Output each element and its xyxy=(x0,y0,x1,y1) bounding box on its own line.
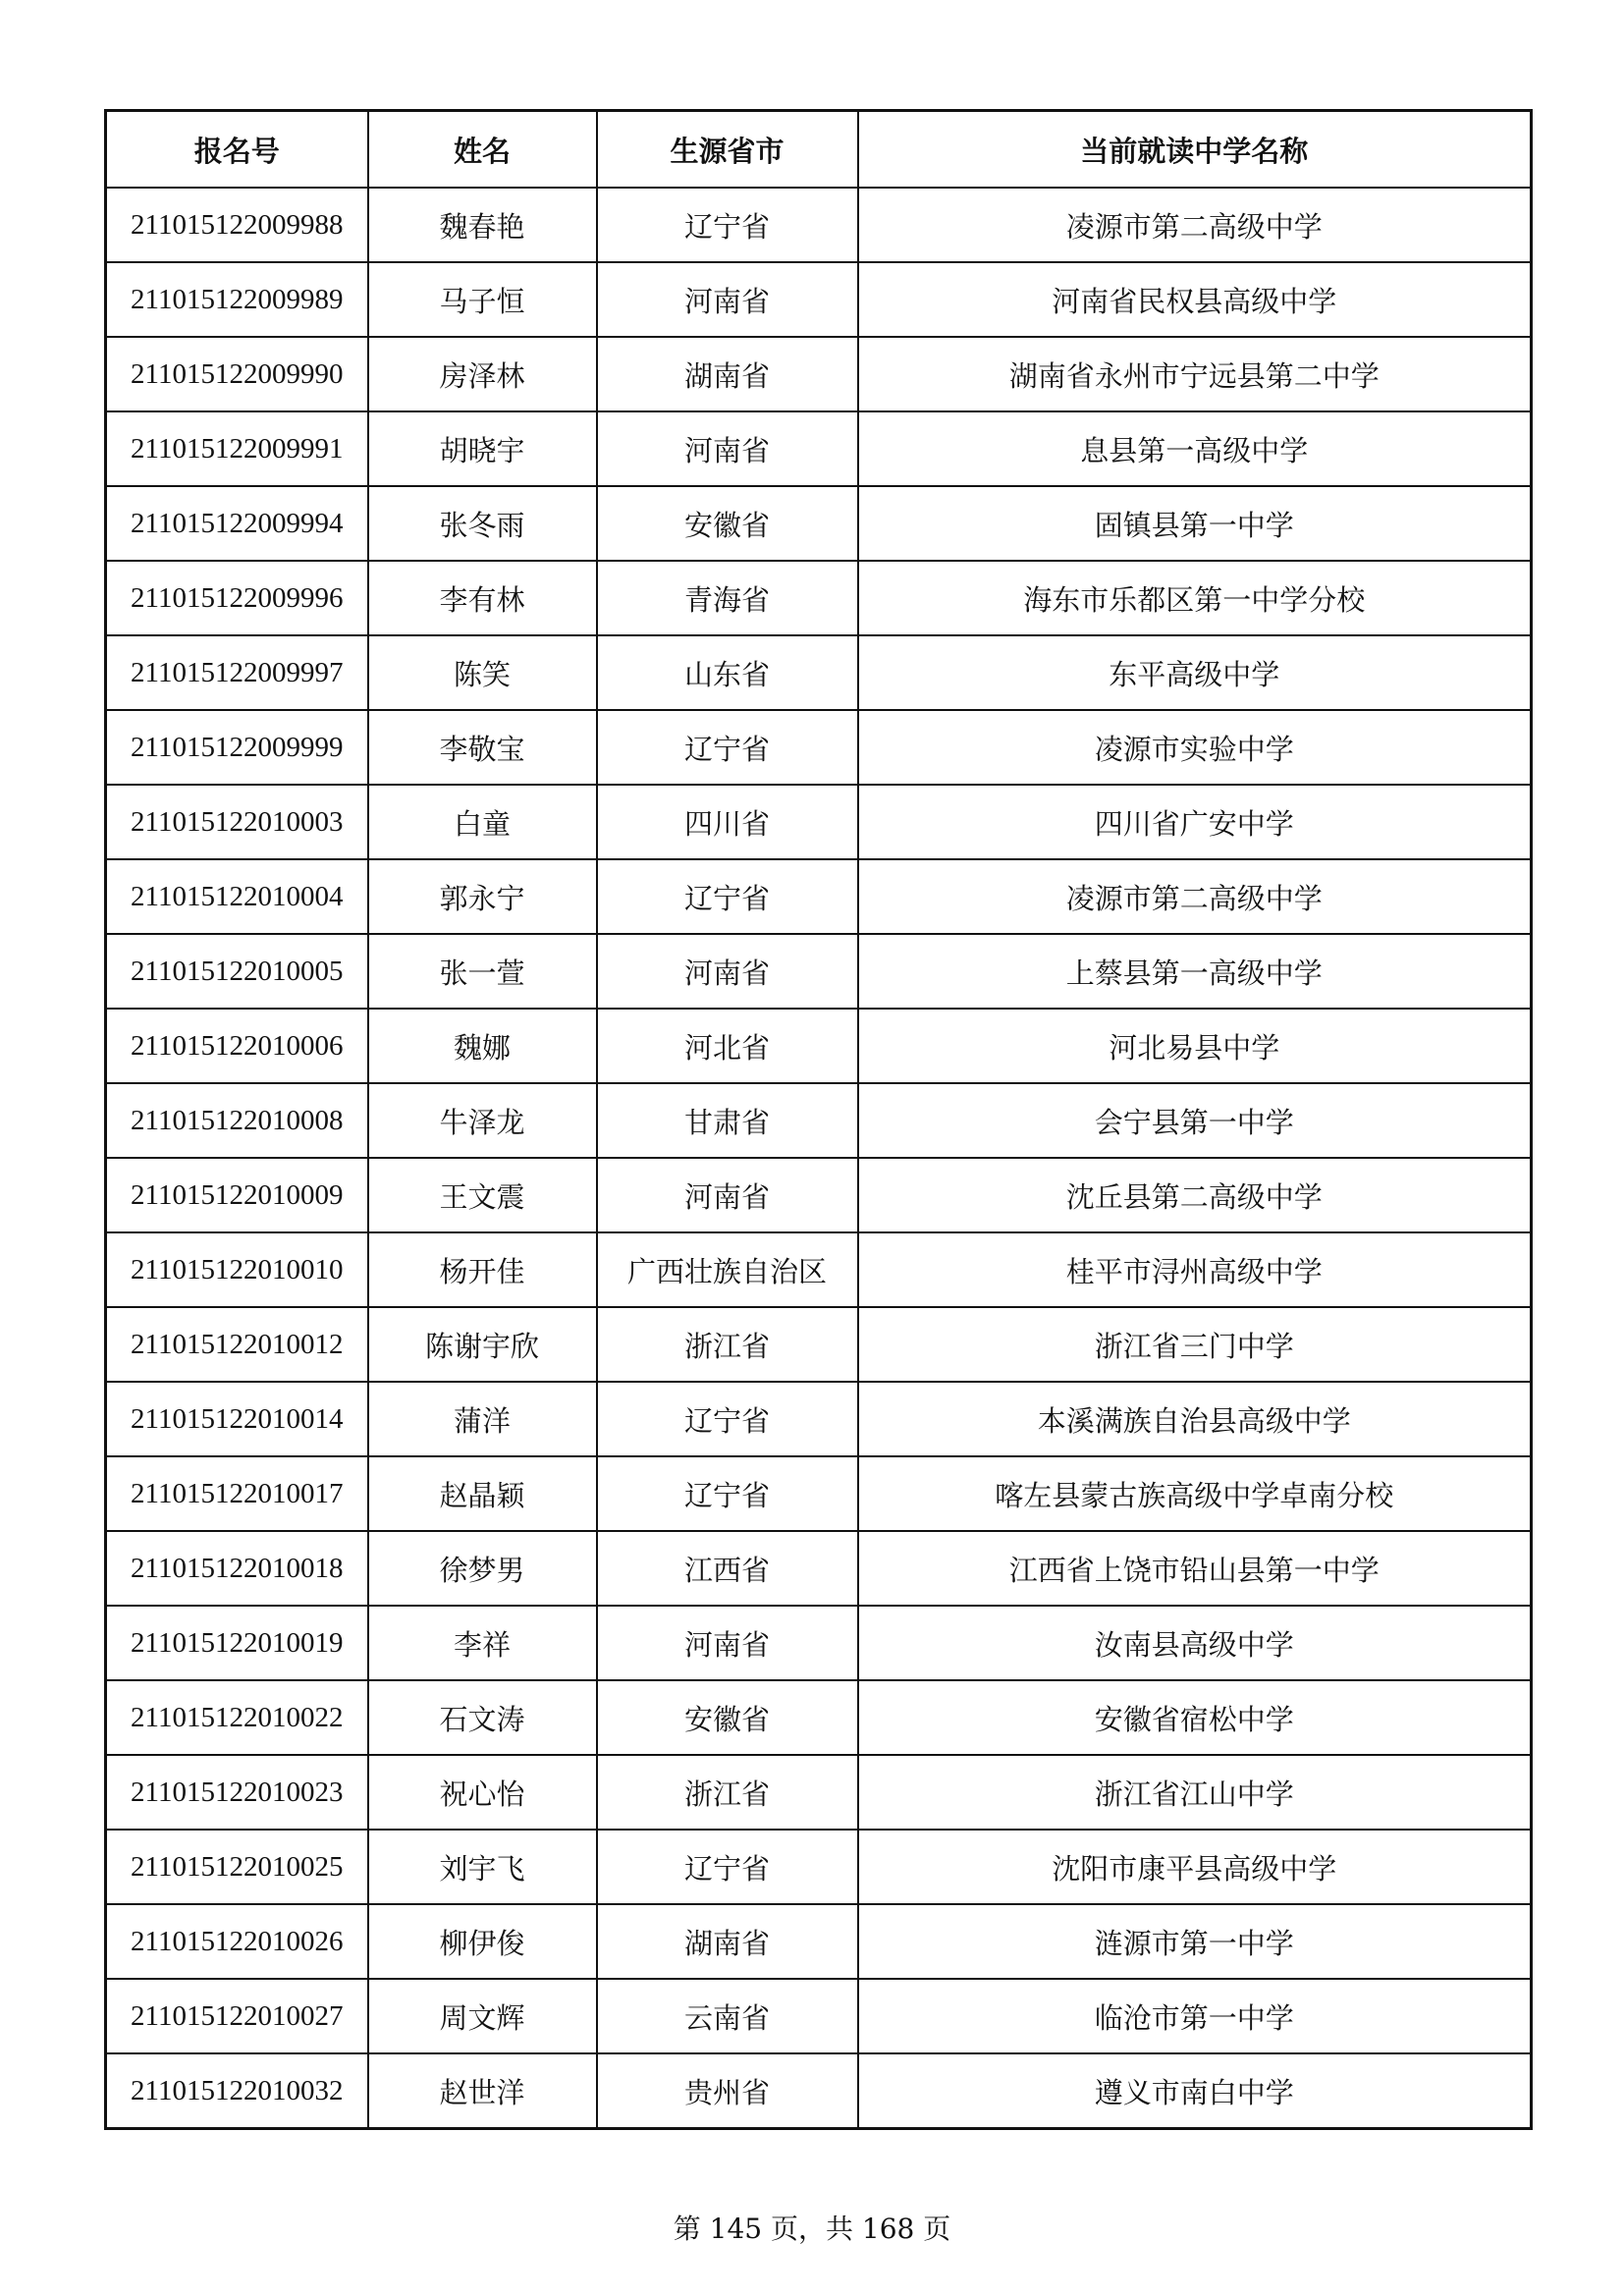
applicant-table xyxy=(104,109,1533,2130)
name-cell: 胡晓宇 xyxy=(368,411,597,486)
name-cell: 陈谢宇欣 xyxy=(368,1307,597,1382)
school-cell: 会宁县第一中学 xyxy=(858,1083,1532,1158)
province-cell: 江西省 xyxy=(597,1531,858,1606)
table-row xyxy=(106,710,1532,785)
province-cell: 河南省 xyxy=(597,411,858,486)
registration-number-cell: 211015122010006 xyxy=(106,1009,368,1083)
school-cell: 凌源市第二高级中学 xyxy=(858,188,1532,262)
province-cell: 河南省 xyxy=(597,262,858,337)
table-row xyxy=(106,1680,1532,1755)
province-cell: 安徽省 xyxy=(597,486,858,561)
registration-number-cell: 211015122010027 xyxy=(106,1979,368,2053)
table-row xyxy=(106,1904,1532,1979)
province-cell: 湖南省 xyxy=(597,1904,858,1979)
table-row xyxy=(106,859,1532,934)
registration-number-cell: 211015122009990 xyxy=(106,337,368,411)
school-cell: 四川省广安中学 xyxy=(858,785,1532,859)
name-cell: 石文涛 xyxy=(368,1680,597,1755)
province-cell: 辽宁省 xyxy=(597,859,858,934)
table-row xyxy=(106,934,1532,1009)
school-cell: 汝南县高级中学 xyxy=(858,1606,1532,1680)
registration-number-cell: 211015122010003 xyxy=(106,785,368,859)
province-cell: 辽宁省 xyxy=(597,710,858,785)
name-cell: 赵世洋 xyxy=(368,2053,597,2129)
table-row xyxy=(106,1755,1532,1830)
school-cell: 本溪满族自治县高级中学 xyxy=(858,1382,1532,1456)
registration-number-cell: 211015122010032 xyxy=(106,2053,368,2129)
table-row xyxy=(106,262,1532,337)
table-row xyxy=(106,1307,1532,1382)
province-cell: 广西壮族自治区 xyxy=(597,1232,858,1307)
name-cell: 李有林 xyxy=(368,561,597,635)
province-cell: 云南省 xyxy=(597,1979,858,2053)
school-cell: 东平高级中学 xyxy=(858,635,1532,710)
name-cell: 郭永宁 xyxy=(368,859,597,934)
registration-number-cell: 211015122010014 xyxy=(106,1382,368,1456)
name-cell: 房泽林 xyxy=(368,337,597,411)
table-row xyxy=(106,1830,1532,1904)
table-row xyxy=(106,1382,1532,1456)
table-row xyxy=(106,1606,1532,1680)
name-cell: 李祥 xyxy=(368,1606,597,1680)
school-cell: 喀左县蒙古族高级中学卓南分校 xyxy=(858,1456,1532,1531)
registration-number-cell: 211015122010023 xyxy=(106,1755,368,1830)
name-cell: 李敬宝 xyxy=(368,710,597,785)
registration-number-cell: 211015122010010 xyxy=(106,1232,368,1307)
school-cell: 浙江省三门中学 xyxy=(858,1307,1532,1382)
province-cell: 辽宁省 xyxy=(597,1830,858,1904)
name-cell: 周文辉 xyxy=(368,1979,597,2053)
name-cell: 白童 xyxy=(368,785,597,859)
name-cell: 魏娜 xyxy=(368,1009,597,1083)
school-cell: 江西省上饶市铅山县第一中学 xyxy=(858,1531,1532,1606)
name-cell: 徐梦男 xyxy=(368,1531,597,1606)
province-cell: 河南省 xyxy=(597,1158,858,1232)
name-cell: 王文震 xyxy=(368,1158,597,1232)
name-cell: 陈笑 xyxy=(368,635,597,710)
table-row xyxy=(106,1009,1532,1083)
school-cell: 河南省民权县高级中学 xyxy=(858,262,1532,337)
province-cell: 浙江省 xyxy=(597,1755,858,1830)
table-row xyxy=(106,486,1532,561)
registration-number-cell: 211015122009989 xyxy=(106,262,368,337)
table-row xyxy=(106,2053,1532,2129)
table-row xyxy=(106,1158,1532,1232)
name-cell: 魏春艳 xyxy=(368,188,597,262)
province-cell: 辽宁省 xyxy=(597,188,858,262)
registration-number-cell: 211015122010018 xyxy=(106,1531,368,1606)
school-cell: 凌源市第二高级中学 xyxy=(858,859,1532,934)
school-cell: 凌源市实验中学 xyxy=(858,710,1532,785)
registration-number-cell: 211015122010019 xyxy=(106,1606,368,1680)
school-cell: 湖南省永州市宁远县第二中学 xyxy=(858,337,1532,411)
province-cell: 四川省 xyxy=(597,785,858,859)
school-cell: 沈丘县第二高级中学 xyxy=(858,1158,1532,1232)
school-cell: 沈阳市康平县高级中学 xyxy=(858,1830,1532,1904)
name-cell: 杨开佳 xyxy=(368,1232,597,1307)
registration-number-cell: 211015122010012 xyxy=(106,1307,368,1382)
school-cell: 临沧市第一中学 xyxy=(858,1979,1532,2053)
school-cell: 河北易县中学 xyxy=(858,1009,1532,1083)
table-row xyxy=(106,188,1532,262)
table-row xyxy=(106,785,1532,859)
registration-number-cell: 211015122010009 xyxy=(106,1158,368,1232)
page-footer: 第 145 页，共 168 页 xyxy=(673,2213,951,2245)
registration-number-cell: 211015122010025 xyxy=(106,1830,368,1904)
name-cell: 刘宇飞 xyxy=(368,1830,597,1904)
name-cell: 赵晶颖 xyxy=(368,1456,597,1531)
registration-number-cell: 211015122010022 xyxy=(106,1680,368,1755)
registration-number-cell: 211015122009999 xyxy=(106,710,368,785)
province-cell: 山东省 xyxy=(597,635,858,710)
header-school: 当前就读中学名称 xyxy=(858,111,1532,189)
table-body xyxy=(106,188,1532,2129)
registration-number-cell: 211015122009988 xyxy=(106,188,368,262)
header-row xyxy=(106,111,1532,189)
table-row xyxy=(106,561,1532,635)
table-row xyxy=(106,1083,1532,1158)
header-name: 姓名 xyxy=(368,111,597,189)
header-province: 生源省市 xyxy=(597,111,858,189)
name-cell: 蒲洋 xyxy=(368,1382,597,1456)
name-cell: 马子恒 xyxy=(368,262,597,337)
school-cell: 固镇县第一中学 xyxy=(858,486,1532,561)
registration-number-cell: 211015122009996 xyxy=(106,561,368,635)
province-cell: 湖南省 xyxy=(597,337,858,411)
name-cell: 张冬雨 xyxy=(368,486,597,561)
table-row xyxy=(106,411,1532,486)
table-row xyxy=(106,337,1532,411)
table-row xyxy=(106,1531,1532,1606)
name-cell: 祝心怡 xyxy=(368,1755,597,1830)
registration-number-cell: 211015122010008 xyxy=(106,1083,368,1158)
province-cell: 贵州省 xyxy=(597,2053,858,2129)
registration-number-cell: 211015122010004 xyxy=(106,859,368,934)
school-cell: 海东市乐都区第一中学分校 xyxy=(858,561,1532,635)
header-registration-number: 报名号 xyxy=(106,111,368,189)
province-cell: 河南省 xyxy=(597,934,858,1009)
school-cell: 安徽省宿松中学 xyxy=(858,1680,1532,1755)
province-cell: 河南省 xyxy=(597,1606,858,1680)
table-row xyxy=(106,1232,1532,1307)
school-cell: 涟源市第一中学 xyxy=(858,1904,1532,1979)
province-cell: 辽宁省 xyxy=(597,1456,858,1531)
table-row xyxy=(106,1979,1532,2053)
name-cell: 牛泽龙 xyxy=(368,1083,597,1158)
registration-number-cell: 211015122010017 xyxy=(106,1456,368,1531)
registration-number-cell: 211015122010005 xyxy=(106,934,368,1009)
school-cell: 上蔡县第一高级中学 xyxy=(858,934,1532,1009)
registration-number-cell: 211015122010026 xyxy=(106,1904,368,1979)
school-cell: 息县第一高级中学 xyxy=(858,411,1532,486)
province-cell: 河北省 xyxy=(597,1009,858,1083)
province-cell: 辽宁省 xyxy=(597,1382,858,1456)
registration-number-cell: 211015122009994 xyxy=(106,486,368,561)
name-cell: 柳伊俊 xyxy=(368,1904,597,1979)
table-row xyxy=(106,1456,1532,1531)
school-cell: 浙江省江山中学 xyxy=(858,1755,1532,1830)
table-header xyxy=(106,111,1532,189)
school-cell: 桂平市浔州高级中学 xyxy=(858,1232,1532,1307)
province-cell: 甘肃省 xyxy=(597,1083,858,1158)
table-row xyxy=(106,635,1532,710)
province-cell: 青海省 xyxy=(597,561,858,635)
registration-number-cell: 211015122009997 xyxy=(106,635,368,710)
province-cell: 安徽省 xyxy=(597,1680,858,1755)
name-cell: 张一萱 xyxy=(368,934,597,1009)
province-cell: 浙江省 xyxy=(597,1307,858,1382)
school-cell: 遵义市南白中学 xyxy=(858,2053,1532,2129)
registration-number-cell: 211015122009991 xyxy=(106,411,368,486)
